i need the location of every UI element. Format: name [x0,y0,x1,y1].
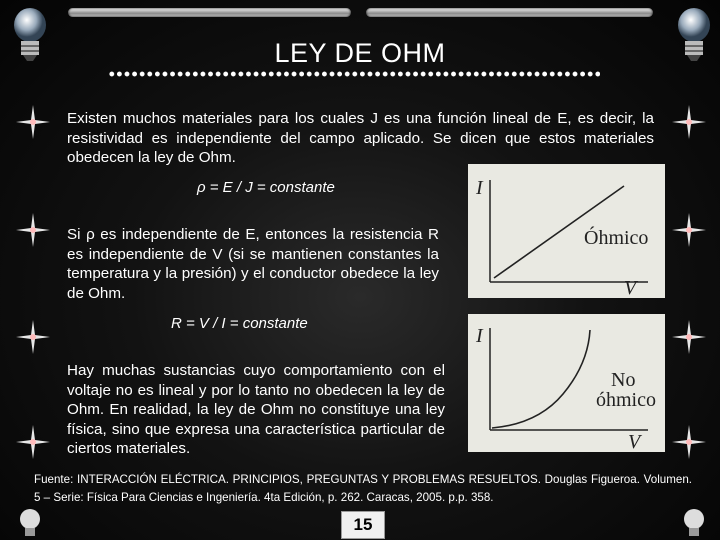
top-bar-left [68,8,351,17]
sparkle-star-icon [672,320,706,354]
formula-resistance: R = V / I = constante [171,315,308,332]
ohmic-graph-plot [468,164,665,298]
formula-resistivity: ρ = E / J = constante [197,179,335,196]
paragraph-intro: Existen muchos materiales para los cuales J es una función lineal de E, es decir, la resistividad es independiente del campo aplicado. Se dicen que estos materiales obedecen la ley de Ohm. [67,110,654,166]
light-bulb-icon [682,508,706,538]
top-bar-right [366,8,653,17]
sparkle-star-icon [16,425,50,459]
nonlinear-curve [492,330,590,428]
sparkle-star-icon [672,105,706,139]
sparkle-star-icon [16,105,50,139]
y-axis-label: I [476,325,483,347]
paragraph-resistance: Si ρ es independiente de E, entonces la resistencia R es independiente de V (si se mantienen constantes la temperatura y la presión) y el conductor obedece la ley de Ohm. [67,226,439,302]
non-ohmic-graph-plot [468,314,665,452]
sparkle-star-icon [16,213,50,247]
light-bulb-icon [18,508,42,538]
slide-title: LEY DE OHM [274,38,446,68]
sparkle-star-icon [16,320,50,354]
x-axis-label: V [628,431,641,452]
non-ohmic-label-line2: óhmico [596,389,656,411]
source-citation: Fuente: INTERACCIÓN ELÉCTRICA. PRINCIPIOS, PREGUNTAS Y PROBLEMAS RESUELTOS. Douglas Figueroa. Volumen. 5 – Serie: Física Para Ciencias e Ingeniería. 4ta Edición, p. 262. Caracas, 2005. p.p. 358. [34,473,692,504]
title-dotted-underline [108,70,600,78]
sparkle-star-icon [672,213,706,247]
page-number: 15 [342,512,384,538]
ohmic-graph [468,164,665,298]
non-ohmic-label-line1: No [611,369,636,391]
ohmic-label: Óhmico [584,227,649,249]
non-ohmic-graph [468,314,665,452]
paragraph-non-ohmic: Hay muchas sustancias cuyo comportamiento con el voltaje no es lineal y por lo tanto no obedecen la ley de Ohm. En realidad, la ley de Ohm no constituye una ley física, sino que expresa una característica particular de ciertos materiales. [67,362,445,457]
y-axis-label: I [476,177,483,199]
x-axis-label: V [624,277,637,298]
sparkle-star-icon [672,425,706,459]
